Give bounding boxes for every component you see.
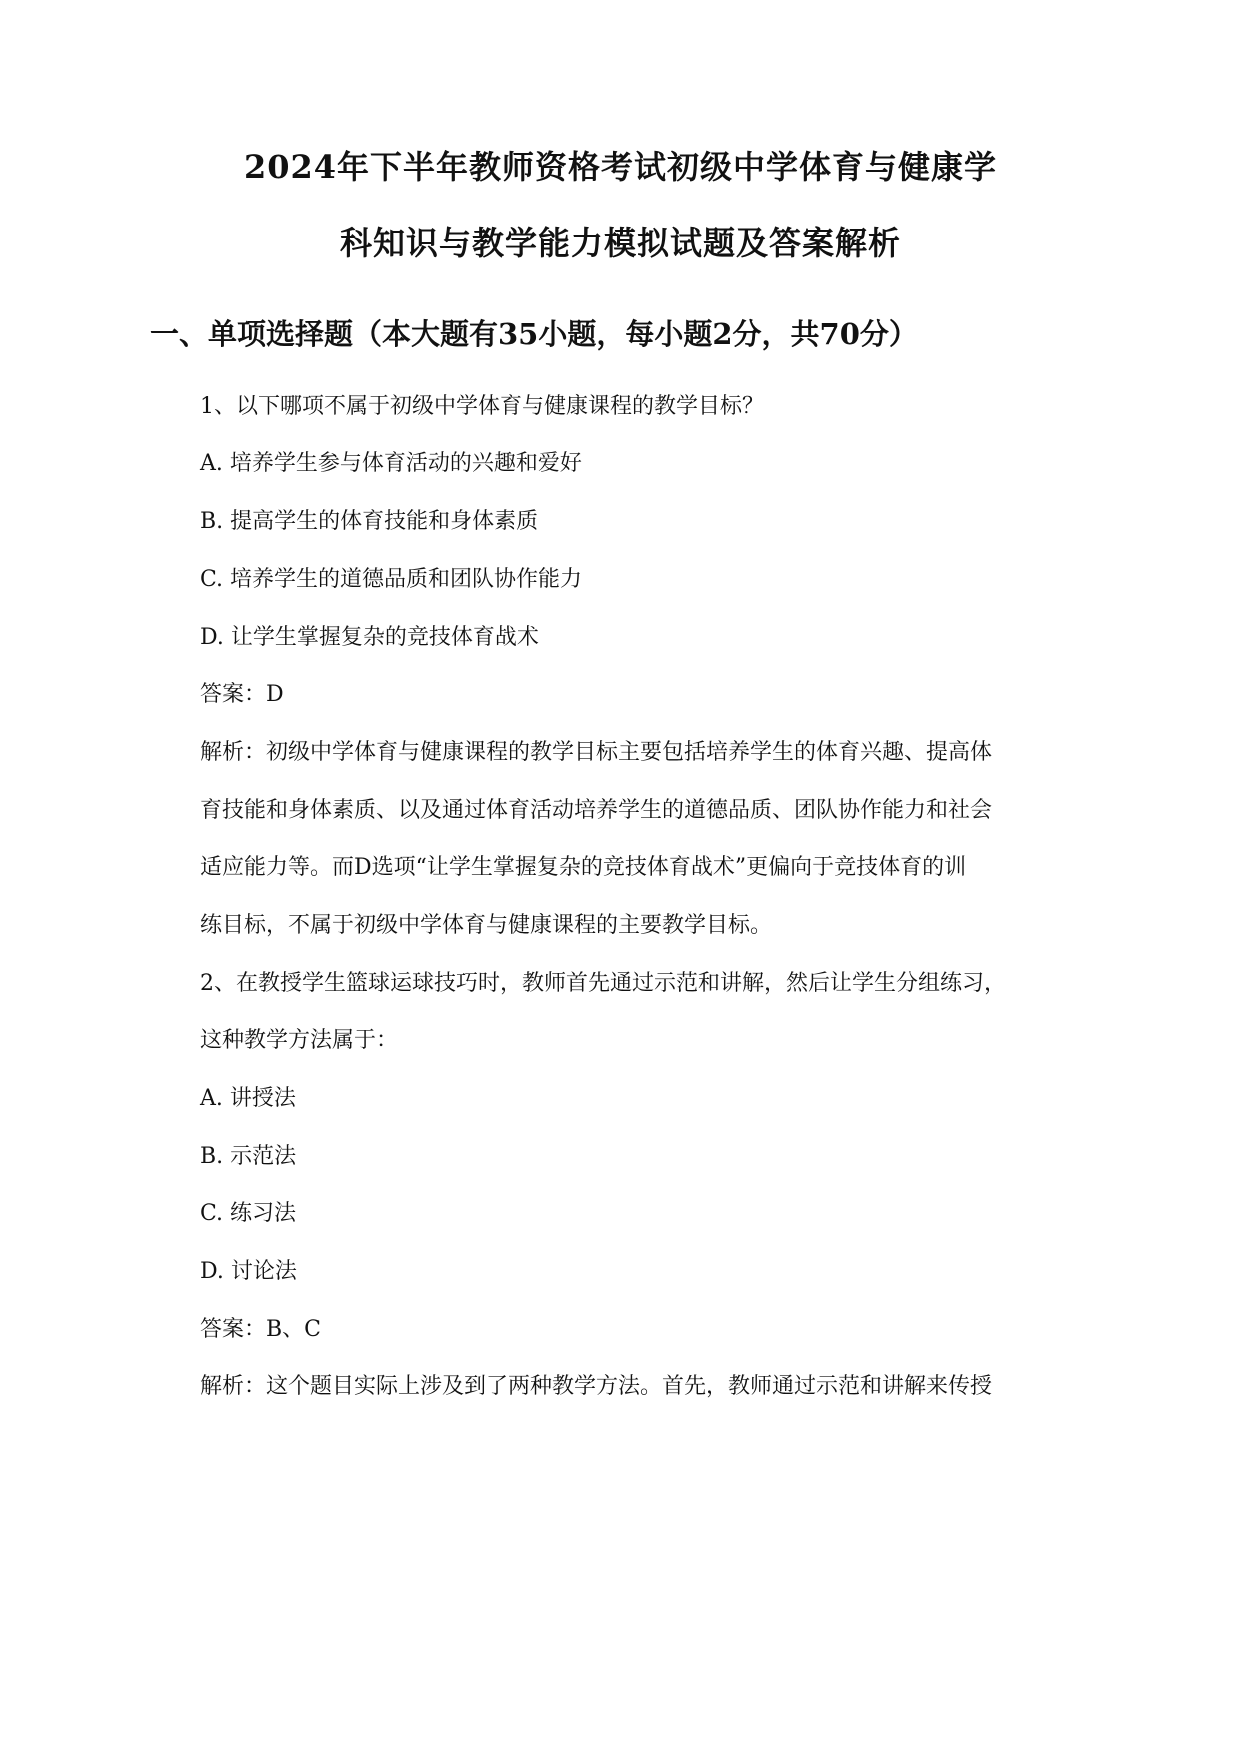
question-1-analysis-line-4: 练目标，不属于初级中学体育与健康课程的主要教学目标。 (200, 913, 773, 938)
question-1-analysis-line-1: 解析：初级中学体育与健康课程的教学目标主要包括培养学生的体育兴趣、提高体 (200, 740, 993, 765)
question-1-analysis-line-2: 育技能和身体素质、以及通过体育活动培养学生的道德品质、团队协作能力和社会 (200, 798, 993, 823)
question-2-answer: 答案：B、C (200, 1317, 322, 1342)
question-2-option-a: A. 讲授法 (200, 1086, 296, 1111)
question-1-option-b: B. 提高学生的体育技能和身体素质 (200, 509, 539, 534)
document-title-line-1: 2024年下半年教师资格考试初级中学体育与健康学 (243, 148, 998, 186)
section-heading: 一、单项选择题（本大题有35小题，每小题2分，共70分） (150, 317, 918, 351)
question-1-stem: 1、以下哪项不属于初级中学体育与健康课程的教学目标？ (200, 394, 764, 419)
question-1-analysis-line-3: 适应能力等。而D选项“让学生掌握复杂的竞技体育战术”更偏向于竞技体育的训 (200, 855, 967, 880)
question-2-option-c: C. 练习法 (200, 1201, 297, 1226)
question-2-option-d: D. 讨论法 (200, 1259, 297, 1284)
question-2-analysis-line-1: 解析：这个题目实际上涉及到了两种教学方法。首先，教师通过示范和讲解来传授 (200, 1374, 993, 1399)
question-1-option-d: D. 让学生掌握复杂的竞技体育战术 (200, 625, 539, 650)
question-2-stem-line-1: 2、在教授学生篮球运球技巧时，教师首先通过示范和讲解，然后让学生分组练习， (200, 971, 1006, 996)
question-2-option-b: B. 示范法 (200, 1144, 297, 1169)
question-2-stem-line-2: 这种教学方法属于： (200, 1028, 399, 1053)
document-title-line-2: 科知识与教学能力模拟试题及答案解析 (339, 224, 901, 262)
question-1-option-a: A. 培养学生参与体育活动的兴趣和爱好 (200, 451, 582, 476)
question-1-answer: 答案：D (200, 682, 284, 707)
question-1-option-c: C. 培养学生的道德品质和团队协作能力 (200, 567, 583, 592)
